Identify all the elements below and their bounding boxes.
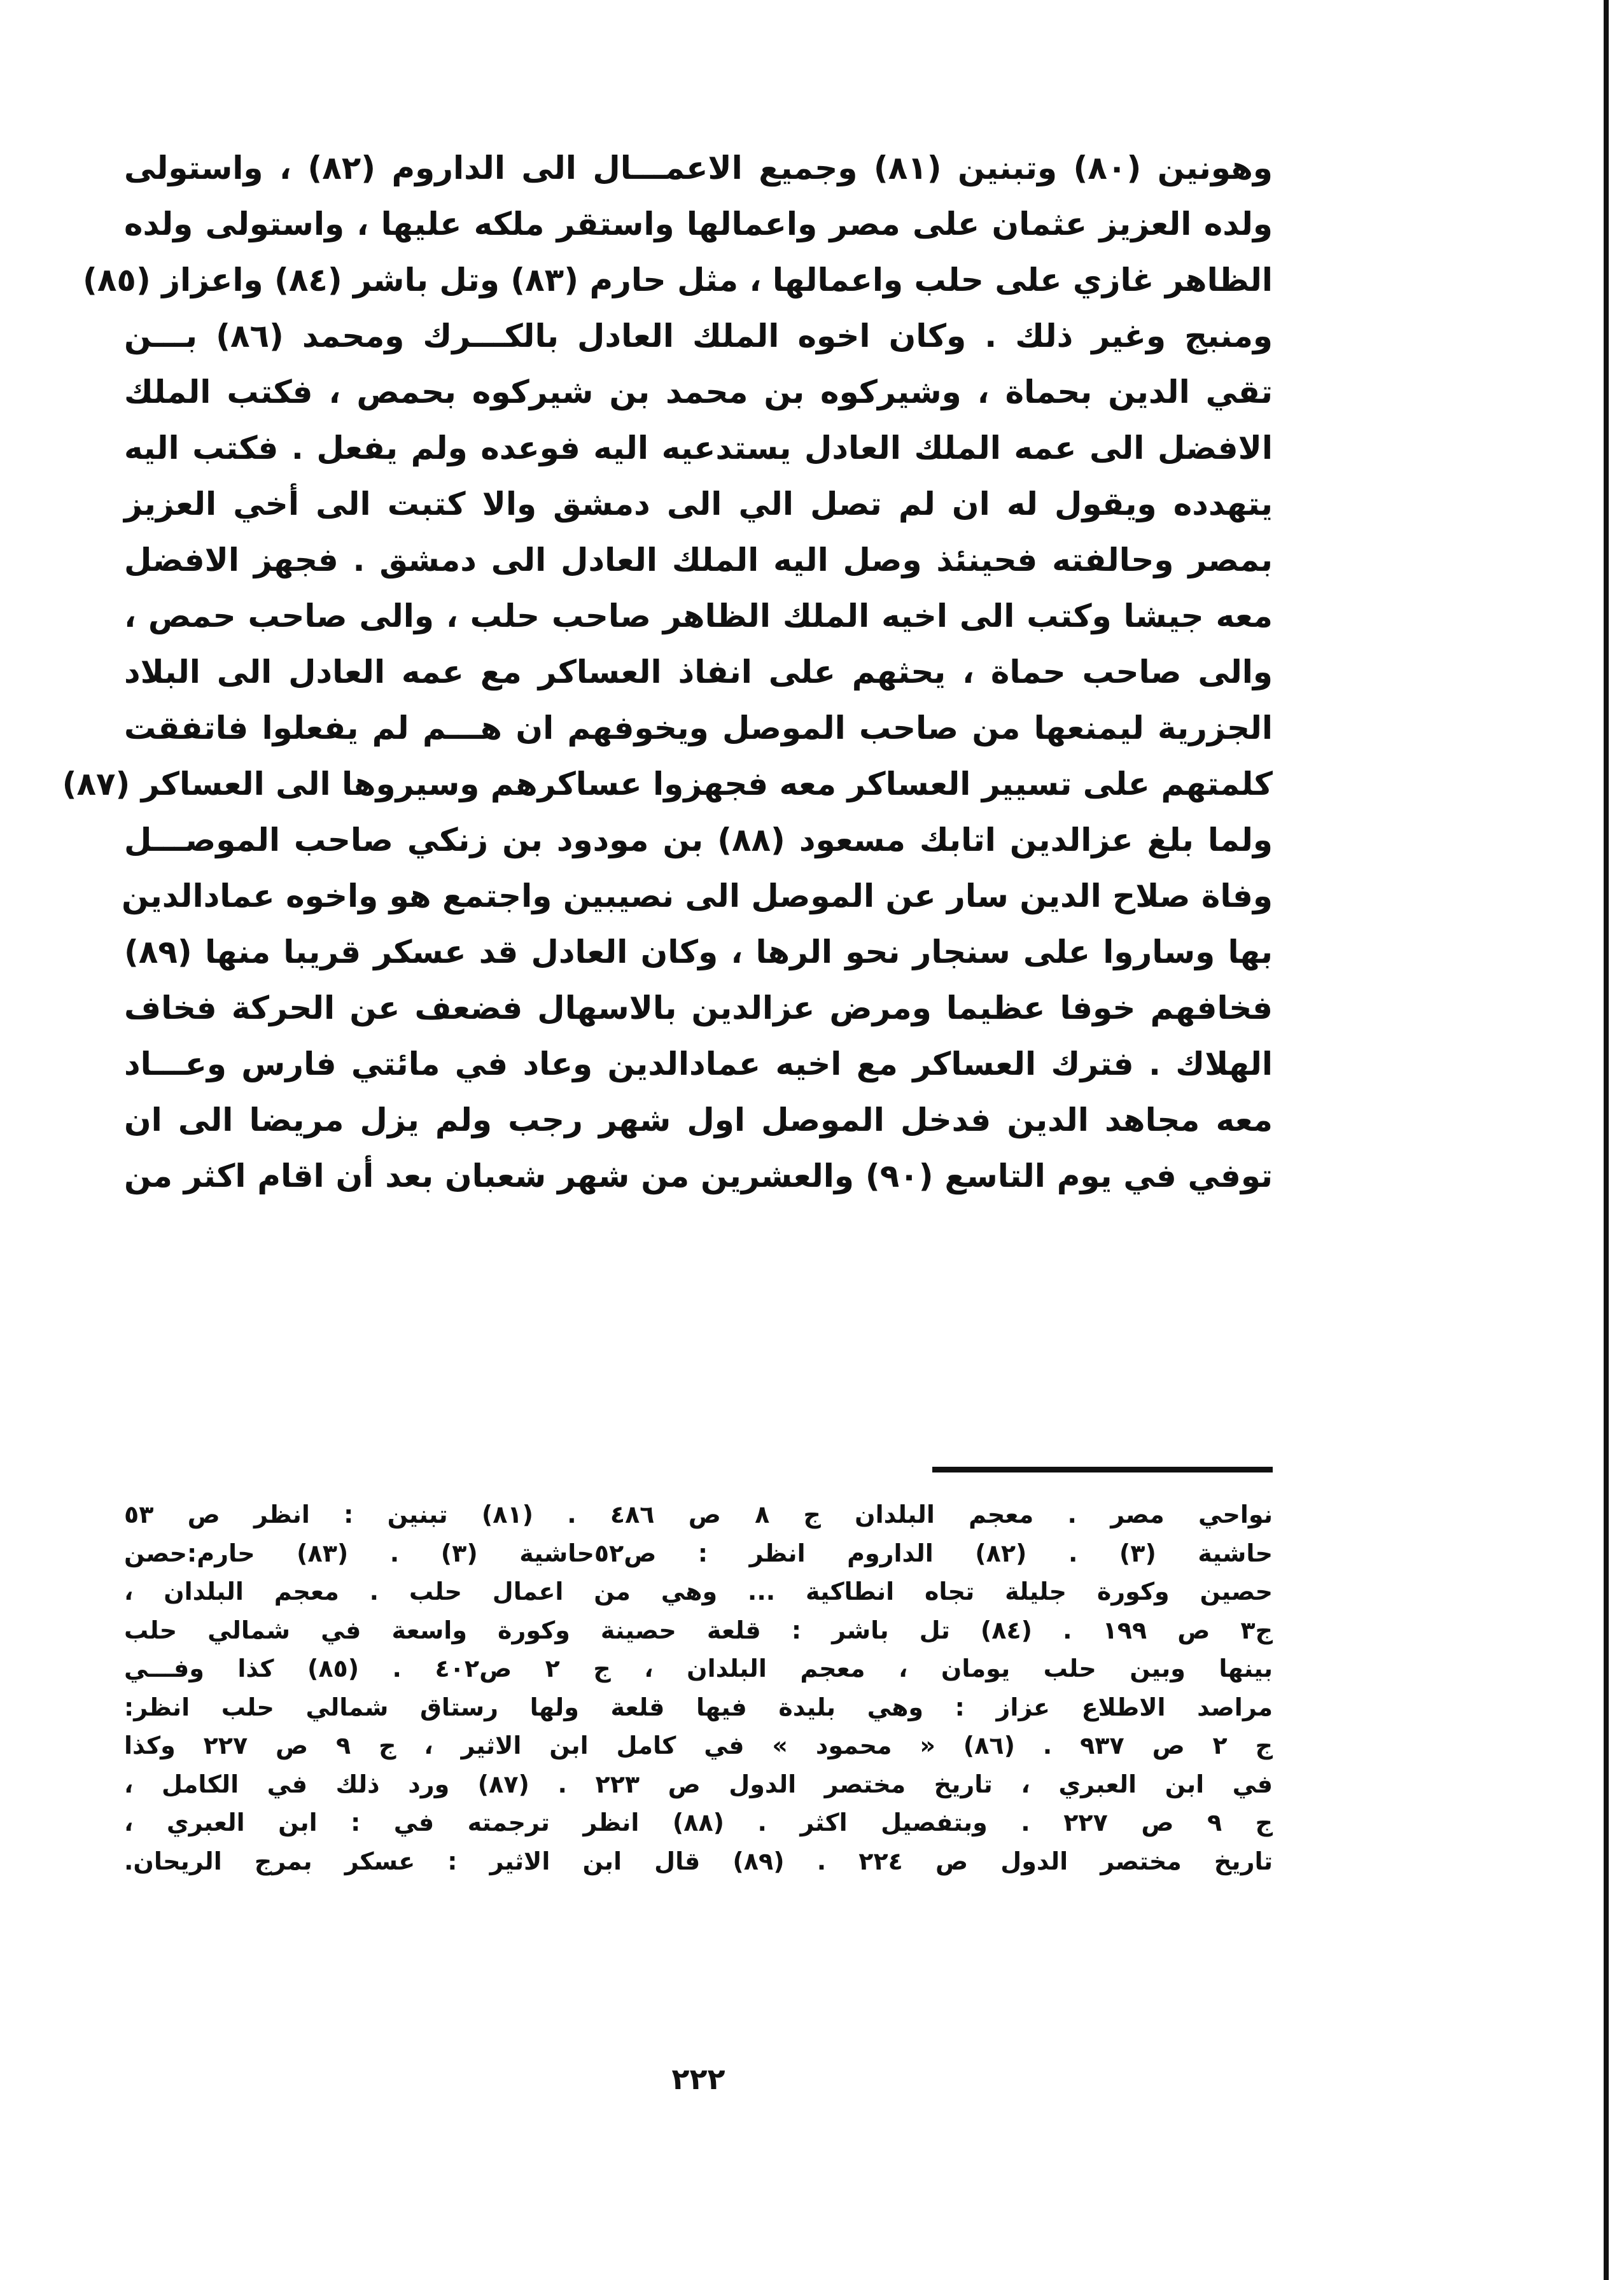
text-line: يتهدده ويقول له ان لم تصل الي الى دمشق والا كتبت الى أخي العزيز [124,486,1273,522]
footnote-line: في ابن العبري ، تاريخ مختصر الدول ص ٢٢٣ . (٨٧) ورد ذلك في الكامل ، [124,1770,1273,1798]
book-page [62,124,1273,2224]
text-line: كلمتهم على تسيير العساكر معه فجهزوا عساكرهم وسيروها الى العساكر (٨٧) [62,766,1273,802]
text-line: توفي في يوم التاسع (٩٠) والعشرين من شهر شعبان بعد أن اقام اكثر من [124,1157,1273,1194]
text-line: بمصر وحالفته فحينئذ وصل اليه الملك العادل الى دمشق . فجهز الافضل [124,542,1273,578]
text-line: الجزرية ليمنعها من صاحب الموصل ويخوفهم ان هـــم لم يفعلوا فاتفقت [124,710,1273,746]
footnote-line: تاريخ مختصر الدول ص ٢٢٤ . (٨٩) قال ابن الاثير : عسكر بمرج الريحان. [124,1847,1273,1875]
text-line: ومنبج وغير ذلك . وكان اخوه الملك العادل بالكـــرك ومحمد (٨٦) بـــن [124,318,1273,354]
footnote-line: ج ٩ ص ٢٢٧ . وبتفصيل اكثر . (٨٨) انظر ترجمته في : ابن العبري ، [124,1808,1273,1836]
text-line: والى صاحب حماة ، يحثهم على انفاذ العساكر مع عمه العادل الى البلاد [124,654,1273,690]
footnote-separator [932,1467,1273,1472]
footnote-line: بينها وبين حلب يومان ، معجم البلدان ، ج ٢ ص٤٠٢ . (٨٥) كذا وفـــي [124,1654,1273,1682]
footnote-line: حصين وكورة جليلة تجاه انطاكية ... وهي من اعمال حلب . معجم البلدان ، [124,1577,1273,1605]
footnote-line: حاشية (٣) . (٨٢) الداروم انظر : ص٥٢حاشية (٣) . (٨٣) حارم:حصن [124,1539,1273,1567]
text-line: ولما بلغ عزالدين اتابك مسعود (٨٨) بن مودود بن زنكي صاحب الموصـــل [124,822,1273,858]
page-edge-border [1604,0,1609,2280]
text-line: ولده العزيز عثمان على مصر واعمالها واستقر ملكه عليها ، واستولى ولده [124,206,1273,242]
footnotes-block [124,1495,1273,1880]
footnote-line: نواحي مصر . معجم البلدان ج ٨ ص ٤٨٦ . (٨١) تبنين : انظر ص ٥٣ [124,1500,1273,1528]
text-line: تقي الدين بحماة ، وشيركوه بن محمد بن شيركوه بحمص ، فكتب الملك [124,374,1273,410]
page-number: ٢٢٢ [671,2062,725,2096]
text-line: وهونين (٨٠) وتبنين (٨١) وجميع الاعمـــال الى الداروم (٨٢) ، واستولى [124,150,1273,186]
footnote-line: ج٣ ص ١٩٩ . (٨٤) تل باشر : قلعة حصينة وكورة واسعة في شمالي حلب [124,1616,1273,1644]
text-line: وفاة صلاح الدين سار عن الموصل الى نصيبين واجتمع هو واخوه عمادالدين [122,878,1273,914]
text-line: معه مجاهد الدين فدخل الموصل اول شهر رجب ولم يزل مريضا الى ان [124,1102,1273,1138]
text-line: معه جيشا وكتب الى اخيه الملك الظاهر صاحب حلب ، والى صاحب حمص ، [124,598,1273,634]
text-line: الافضل الى عمه الملك العادل يستدعيه اليه فوعده ولم يفعل . فكتب اليه [124,430,1273,466]
text-line: بها وساروا على سنجار نحو الرها ، وكان العادل قد عسكر قريبا منها (٨٩) [124,934,1273,970]
main-text-block [62,140,1273,1204]
text-line: الهلاك . فترك العساكر مع اخيه عمادالدين وعاد في مائتي فارس وعـــاد [124,1046,1273,1082]
footnote-line: ج ٢ ص ٩٣٧ . (٨٦) « محمود » في كامل ابن الاثير ، ج ٩ ص ٢٢٧ وكذا [124,1731,1273,1759]
text-line: فخافهم خوفا عظيما ومرض عزالدين بالاسهال فضعف عن الحركة فخاف [124,990,1273,1026]
text-line: الظاهر غازي على حلب واعمالها ، مثل حارم (٨٣) وتل باشر (٨٤) واعزاز (٨٥) [83,262,1273,298]
footnote-line: مراصد الاطلاع عزاز : وهي بليدة فيها قلعة ولها رستاق شمالي حلب انظر: [124,1693,1273,1721]
